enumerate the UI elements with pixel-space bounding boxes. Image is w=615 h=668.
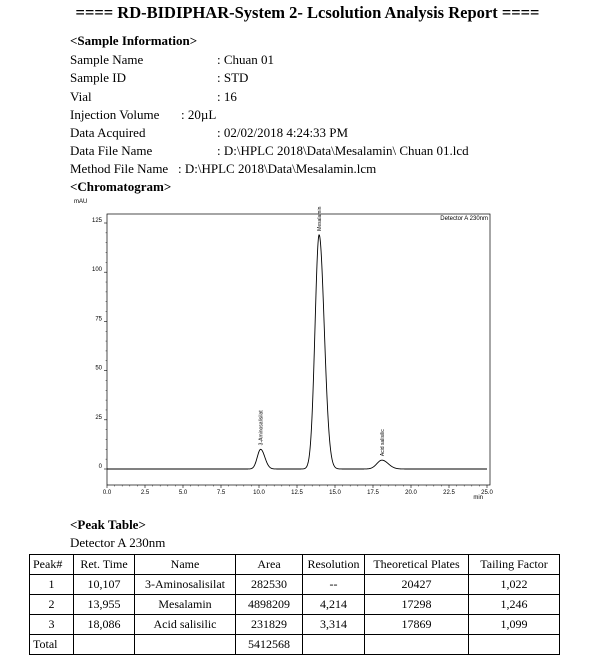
field-value: : D:\HPLC 2018\Data\Mesalamin.lcm <box>178 161 377 176</box>
field-value: : D:\HPLC 2018\Data\Mesalamin\ Chuan 01.lcd <box>217 143 469 158</box>
table-cell: 1,099 <box>469 615 560 635</box>
table-row <box>30 595 560 615</box>
column-header: Tailing Factor <box>469 555 560 575</box>
table-cell: 1,246 <box>469 595 560 615</box>
table-cell: 282530 <box>236 575 303 595</box>
x-tick-label: 0.0 <box>102 490 112 496</box>
table-cell: 10,107 <box>74 575 135 595</box>
sample-info-heading: <Sample Information> <box>70 33 198 48</box>
x-axis-label: min <box>473 495 483 501</box>
table-total-row <box>30 635 560 655</box>
table-cell: Acid salisilic <box>135 615 236 635</box>
y-tick-label: 125 <box>91 218 102 224</box>
peak-label: Acid salisilic <box>379 429 386 457</box>
y-axis <box>92 218 107 470</box>
table-cell: 18,086 <box>74 615 135 635</box>
table-cell: 13,955 <box>74 595 135 615</box>
x-tick-label: 7.5 <box>216 490 226 496</box>
y-tick-label: 0 <box>98 464 102 470</box>
peak-label: Mesalamin <box>317 206 324 231</box>
field-value: : 02/02/2018 4:24:33 PM <box>217 125 349 140</box>
table-cell: 3,314 <box>303 615 365 635</box>
detector-label: Detector A 230nm <box>440 216 488 222</box>
table-cell: 3-Aminosalisilat <box>135 575 236 595</box>
column-header: Name <box>135 555 236 575</box>
column-header: Theoretical Plates <box>365 555 469 575</box>
table-cell: 4,214 <box>303 595 365 615</box>
table-cell: 231829 <box>236 615 303 635</box>
column-header: Peak# <box>30 555 74 575</box>
column-header: Resolution <box>303 555 365 575</box>
field-label: Sample Name <box>70 52 144 67</box>
x-tick-label: 10.0 <box>253 490 265 496</box>
x-tick-label: 17.5 <box>367 490 379 496</box>
field-label: Vial <box>70 89 92 104</box>
x-tick-label: 12.5 <box>291 490 303 496</box>
table-cell: 17869 <box>365 615 469 635</box>
field-value: : 16 <box>217 89 237 104</box>
field-value: : STD <box>217 70 249 85</box>
field-value: : 20µL <box>181 107 217 122</box>
peak-table-heading: <Peak Table> <box>70 517 146 532</box>
x-axis <box>103 485 494 496</box>
field-label: Data File Name <box>70 143 153 158</box>
table-cell: 4898209 <box>236 595 303 615</box>
table-cell <box>303 635 365 655</box>
table-cell: 17298 <box>365 595 469 615</box>
field-value: : Chuan 01 <box>217 52 275 67</box>
table-cell: 1 <box>30 575 74 595</box>
y-axis-label: mAU <box>74 199 88 205</box>
column-header: Area <box>236 555 303 575</box>
y-tick-label: 25 <box>95 414 102 421</box>
field-label: Data Acquired <box>70 125 146 140</box>
x-tick-label: 2.5 <box>140 490 150 496</box>
field-label: Injection Volume <box>70 107 160 122</box>
table-cell: 20427 <box>365 575 469 595</box>
x-tick-label: 5.0 <box>178 490 188 496</box>
peak-table-detector: Detector A 230nm <box>70 535 166 550</box>
table-cell: Mesalamin <box>135 595 236 615</box>
table-cell: -- <box>303 575 365 595</box>
y-tick-label: 75 <box>95 316 102 323</box>
plot-frame <box>107 214 490 485</box>
chromatogram-chart <box>60 193 500 508</box>
table-cell <box>469 635 560 655</box>
table-cell: 2 <box>30 595 74 615</box>
peak-label: 3-Aminosalisilat <box>258 410 265 446</box>
x-tick-label: 15.0 <box>329 490 341 496</box>
table-cell <box>74 635 135 655</box>
y-tick-label: 50 <box>95 365 102 372</box>
column-header: Ret. Time <box>74 555 135 575</box>
field-label: Sample ID <box>70 70 126 85</box>
y-tick-label: 100 <box>91 267 102 274</box>
x-tick-label: 22.5 <box>443 490 455 496</box>
table-header-row <box>30 555 560 575</box>
table-cell <box>365 635 469 655</box>
report-title: ==== RD-BIDIPHAR-System 2- Lcsolution Analysis Report ==== <box>75 3 540 22</box>
table-cell: 1,022 <box>469 575 560 595</box>
peak-labels <box>259 206 386 456</box>
table-cell <box>135 635 236 655</box>
x-tick-label: 25.0 <box>481 490 493 496</box>
peak-table <box>29 554 560 655</box>
total-label: Total <box>30 635 74 655</box>
table-row <box>30 615 560 635</box>
table-row <box>30 575 560 595</box>
total-area: 5412568 <box>236 635 303 655</box>
x-tick-label: 20.0 <box>405 490 417 496</box>
chromatogram-trace <box>107 235 487 469</box>
table-cell: 3 <box>30 615 74 635</box>
chromatogram-heading: <Chromatogram> <box>70 179 172 194</box>
field-label: Method File Name <box>70 161 169 176</box>
